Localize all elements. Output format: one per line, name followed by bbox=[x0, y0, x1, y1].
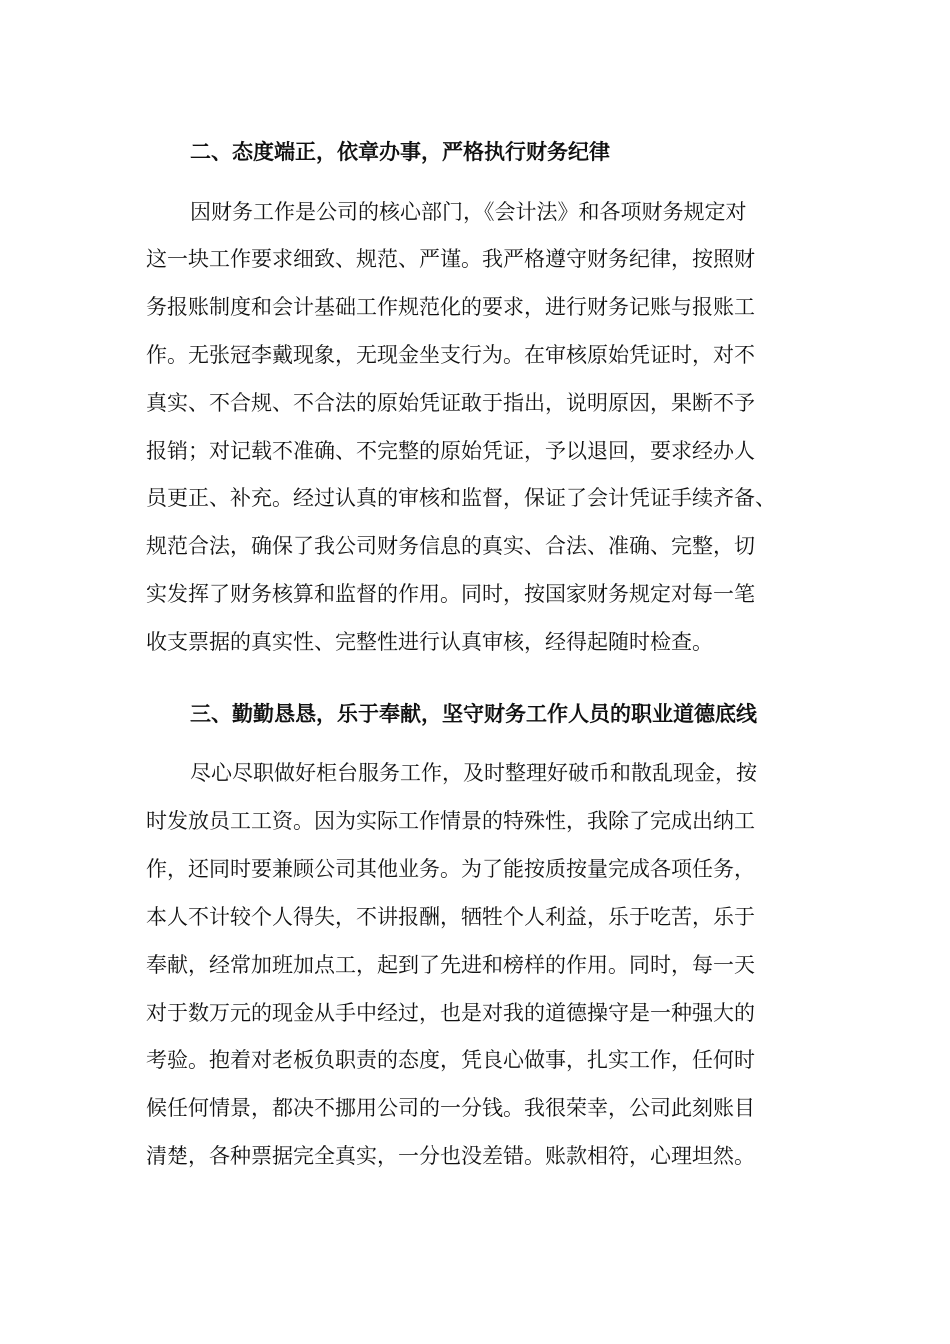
paragraph-line: 本人不计较个人得失，不讲报酬，牺牲个人利益，乐于吃苦，乐于 bbox=[146, 905, 755, 929]
paragraph-line: 候任何情景，都决不挪用公司的一分钱。我很荣幸，公司此刻账目 bbox=[146, 1096, 755, 1120]
paragraph-line: 收支票据的真实性、完整性进行认真审核，经得起随时检查。 bbox=[146, 630, 713, 654]
paragraph-line: 时发放员工工资。因为实际工作情景的特殊性，我除了完成出纳工 bbox=[146, 809, 755, 833]
section-heading-3: 三、勤勤恳恳，乐于奉献，坚守财务工作人员的职业道德底线 bbox=[190, 702, 757, 726]
paragraph-line: 清楚，各种票据完全真实，一分也没差错。账款相符，心理坦然。 bbox=[146, 1144, 755, 1168]
paragraph-line: 务报账制度和会计基础工作规范化的要求，进行财务记账与报账工 bbox=[146, 295, 755, 319]
paragraph-line: 这一块工作要求细致、规范、严谨。我严格遵守财务纪律，按照财 bbox=[146, 247, 755, 271]
paragraph-line: 员更正、补充。经过认真的审核和监督，保证了会计凭证手续齐备、 bbox=[146, 486, 776, 510]
section-heading-2: 二、态度端正，依章办事，严格执行财务纪律 bbox=[190, 140, 610, 164]
paragraph-line: 作。无张冠李戴现象，无现金坐支行为。在审核原始凭证时，对不 bbox=[146, 343, 755, 367]
paragraph-line: 考验。抱着对老板负职责的态度，凭良心做事，扎实工作，任何时 bbox=[146, 1048, 755, 1072]
paragraph-line: 因财务工作是公司的核心部门，《会计法》和各项财务规定对 bbox=[190, 200, 747, 224]
paragraph-line: 实发挥了财务核算和监督的作用。同时，按国家财务规定对每一笔 bbox=[146, 582, 755, 606]
paragraph-line: 报销；对记载不准确、不完整的原始凭证，予以退回，要求经办人 bbox=[146, 439, 755, 463]
paragraph-line: 作，还同时要兼顾公司其他业务。为了能按质按量完成各项任务， bbox=[146, 857, 755, 881]
paragraph-line: 规范合法，确保了我公司财务信息的真实、合法、准确、完整，切 bbox=[146, 534, 755, 558]
paragraph-line: 真实、不合规、不合法的原始凭证敢于指出，说明原因，果断不予 bbox=[146, 391, 755, 415]
paragraph-line: 对于数万元的现金从手中经过，也是对我的道德操守是一种强大的 bbox=[146, 1001, 755, 1025]
paragraph-line: 尽心尽职做好柜台服务工作，及时整理好破币和散乱现金，按 bbox=[190, 761, 757, 785]
paragraph-line: 奉献，经常加班加点工，起到了先进和榜样的作用。同时，每一天 bbox=[146, 953, 755, 977]
